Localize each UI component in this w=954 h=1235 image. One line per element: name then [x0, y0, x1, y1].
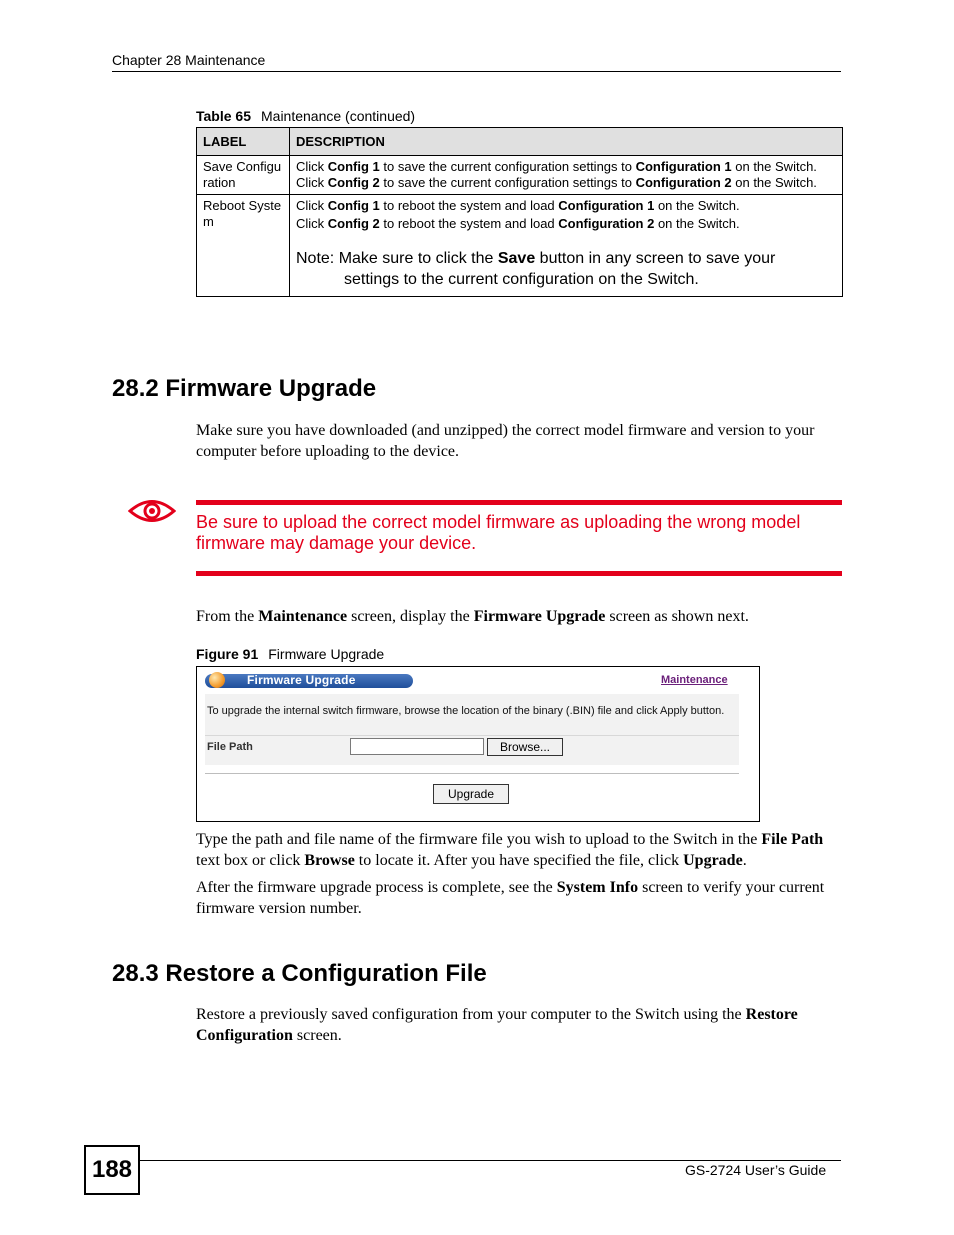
table-row: [197, 156, 843, 195]
browse-button[interactable]: Browse...: [487, 738, 563, 756]
orange-orb-icon: [209, 672, 225, 688]
after-upgrade-paragraph: After the firmware upgrade process is complete, see the System Info screen to verify your current firmware version number.: [196, 879, 825, 917]
description-line: Click Config 1 to save the current configuration settings to Configuration 1 on the Switch.: [296, 159, 817, 174]
footer-rule: [140, 1160, 841, 1161]
maintenance-link[interactable]: Maintenance: [661, 674, 728, 686]
restore-paragraph: Restore a previously saved configuration from your computer to the Switch using the Restore Configuration screen.: [196, 1006, 798, 1044]
table-row: [197, 195, 843, 297]
row-label: Reboot System: [197, 195, 290, 297]
warning-text: Be sure to upload the correct model firmware as uploading the wrong model firmware may damage your device.: [196, 512, 801, 553]
intro-paragraph: Make sure you have downloaded (and unzipped) the correct model firmware and version to your computer before uploading to the device.: [196, 422, 815, 460]
chapter-header: Chapter 28 Maintenance: [112, 52, 266, 68]
warning-rule-bottom: [196, 571, 842, 576]
table-note: Note: Make sure to click the Save button in any screen to save your settings to the current configuration on the Switch.: [296, 250, 776, 288]
figure-caption: [196, 646, 384, 662]
description-line: Click Config 1 to reboot the system and load Configuration 1 on the Switch.: [296, 198, 740, 213]
table-caption-number: Table 65: [196, 108, 251, 124]
upgrade-instructions: To upgrade the internal switch firmware, browse the location of the binary (.BIN) file and click Apply button.: [207, 705, 725, 717]
screen-title: Firmware Upgrade: [247, 673, 356, 687]
file-path-label: File Path: [207, 741, 253, 753]
table-header-row: [197, 128, 843, 156]
firmware-upgrade-screenshot: [196, 666, 760, 822]
guide-title: GS-2724 User’s Guide: [685, 1162, 827, 1178]
col-label-header: LABEL: [197, 128, 290, 156]
panel-divider: [205, 735, 739, 736]
from-paragraph: From the Maintenance screen, display the Firmware Upgrade screen as shown next.: [196, 608, 749, 625]
section-heading-firmware-upgrade: 28.2 Firmware Upgrade: [112, 375, 377, 402]
screen-divider: [205, 773, 739, 774]
figure-caption-text: Firmware Upgrade: [268, 646, 385, 662]
warning-rule-top: [196, 500, 842, 505]
col-description-header: DESCRIPTION: [290, 128, 843, 156]
description-line: Click Config 2 to reboot the system and load Configuration 2 on the Switch.: [296, 216, 740, 231]
eye-warning-icon: [128, 498, 176, 526]
row-description: [290, 156, 843, 195]
row-label: Save Configuration: [197, 156, 290, 195]
maintenance-table: [196, 127, 843, 297]
figure-caption-number: Figure 91: [196, 646, 259, 662]
type-path-paragraph: Type the path and file name of the firmware file you wish to upload to the Switch in the File Path text box or click Browse to locate it. After you have specified the file, click Upgrade.: [196, 831, 824, 869]
table-caption: [196, 108, 415, 124]
file-path-input[interactable]: [350, 738, 484, 755]
description-line: Click Config 2 to save the current configuration settings to Configuration 2 on the Switch.: [296, 175, 817, 190]
header-rule: [112, 71, 841, 72]
upgrade-button[interactable]: Upgrade: [433, 784, 509, 804]
page-number: 188: [84, 1145, 140, 1195]
section-heading-restore-configuration: 28.3 Restore a Configuration File: [112, 960, 487, 987]
row-description: [290, 195, 843, 297]
table-caption-text: Maintenance (continued): [261, 108, 416, 124]
